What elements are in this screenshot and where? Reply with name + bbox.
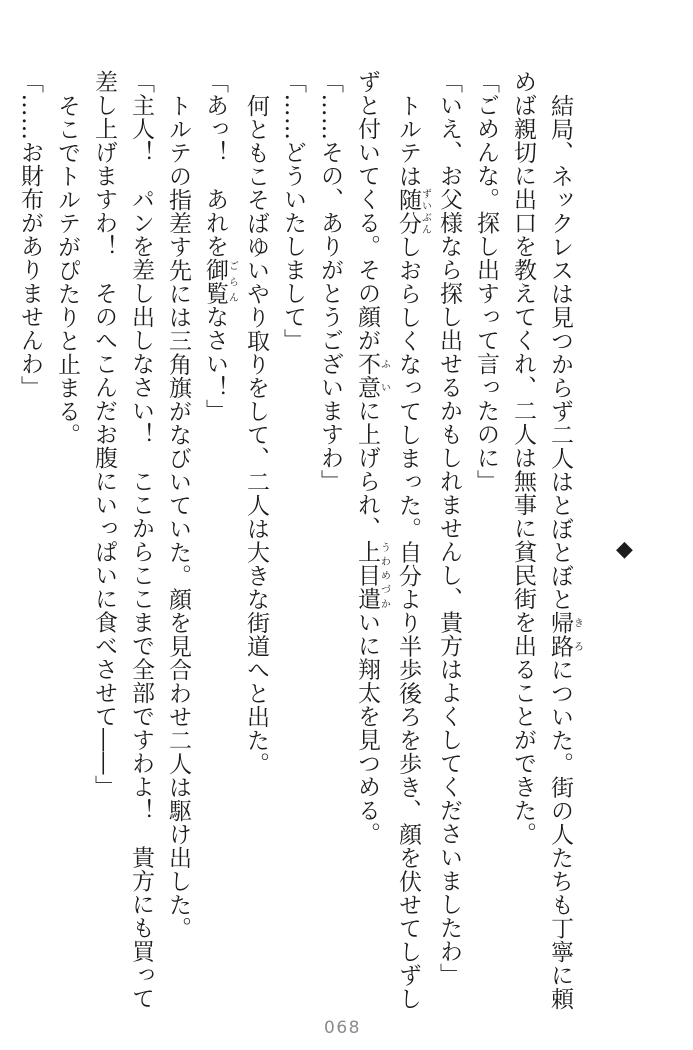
text-line: 「……その、ありがとうございますわ」	[317, 70, 343, 493]
section-divider-line	[606, 70, 643, 1030]
page-number: 068	[324, 1018, 361, 1038]
text-line: 何ともこそばゆいやり取りをして、二人は大きな街道へと出た。	[243, 94, 269, 776]
text-line: トルテの指差す先には三角旗がなびいていた。顔を見合わせ二人は駆け出した。	[165, 94, 191, 940]
text-line: トルテは随分ずいぶんしおらしくなってしまった。自分より半歩後ろを歩き、顔を伏せてしずし	[395, 94, 431, 1011]
text-line: 結局、ネックレスは見つからず二人はとぼとぼと帰路きろについた。街の人たちも丁寧に頼	[547, 94, 583, 1011]
text-line: めば親切に出口を教えてくれ、二人は無事に貧民街を出ることができた。	[510, 70, 536, 846]
text-line: 「あっ！ あれを御覧ごらんなさい！」	[202, 70, 238, 423]
text-line: そこでトルテがぴたりと止まる。	[54, 94, 80, 447]
text-line: ずと付いてくる。その顔が不意ふいに上げられ、上目遣うわめづかいに翔太を見つめる。	[354, 70, 390, 846]
text-line: 「いえ、お父様なら探し出せるかもしれませんし、貴方はよくしてくださいましたわ」	[436, 70, 462, 987]
diamond-icon: ◆	[612, 537, 637, 563]
text-line: 差し上げますわ！ そのへこんだお腹にいっぱいに食べさせて――」	[91, 70, 117, 799]
text-line: 「……どういたしまして」	[280, 70, 306, 352]
text-line: 「ごめんな。探し出すって言ったのに」	[473, 70, 499, 493]
text-line: 「……お財布がありませんわ」	[17, 70, 43, 399]
text-columns	[11, 70, 643, 1030]
text-line: 「主人！ パンを差し出しなさい！ ここからここまで全部ですわよ！ 貴方にも買って	[128, 70, 154, 1010]
